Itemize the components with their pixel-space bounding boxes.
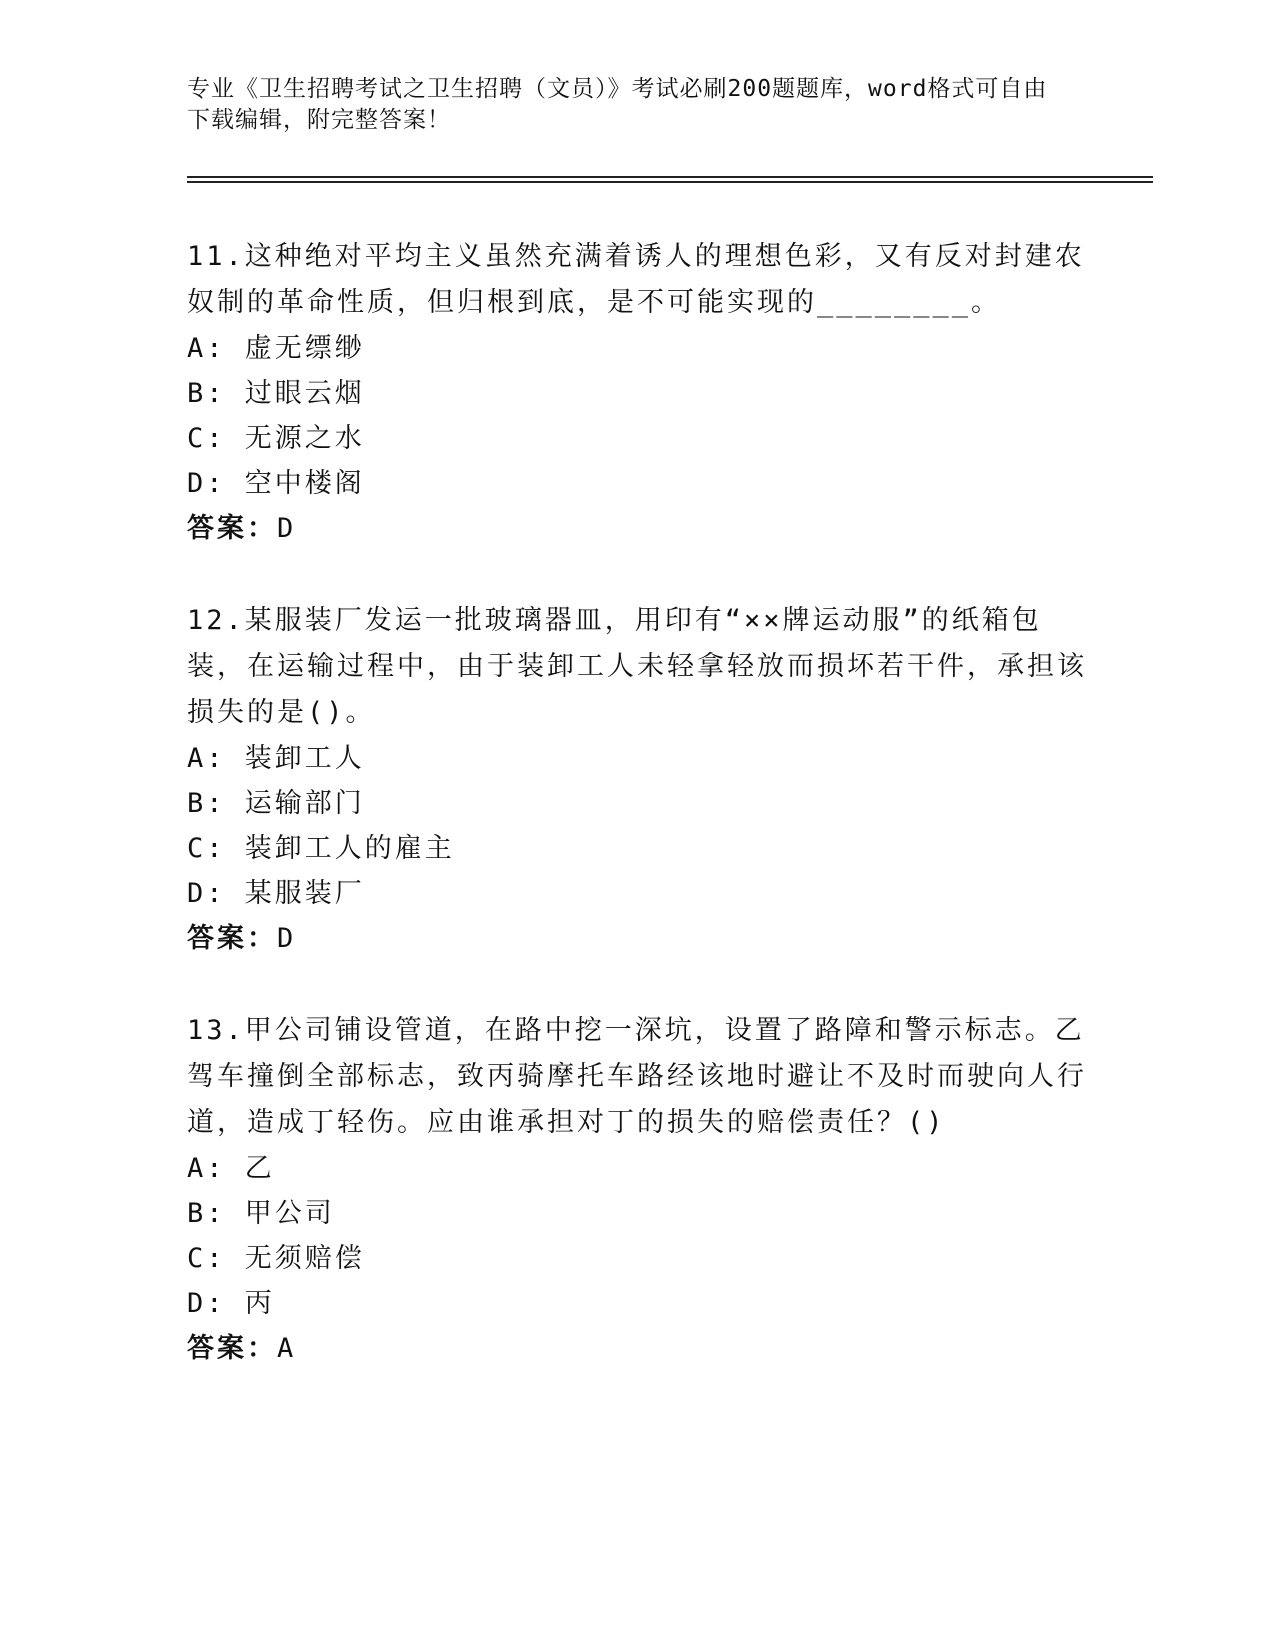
option-label: C: [187,1243,226,1274]
option-a [187,1146,1087,1191]
option-text: 装卸工人 [244,743,365,774]
option-b [187,781,1087,826]
option-label: B: [187,788,226,819]
option-b [187,1191,1087,1236]
option-c [187,1236,1087,1281]
option-text: 甲公司 [244,1198,335,1229]
option-text: 丙 [244,1288,275,1319]
answer-label: 答案： [187,1333,277,1364]
option-label: A: [187,333,226,364]
answer-line [187,1326,1087,1372]
option-label: D: [187,1288,226,1319]
option-label: D: [187,468,226,499]
document-header: 专业《卫生招聘考试之卫生招聘（文员）》考试必刷200题题库，word格式可自由下载编辑，附完整答案！ [187,76,1048,133]
option-a [187,736,1087,781]
option-text: 空中楼阁 [244,468,365,499]
answer-value: D [277,513,297,544]
option-label: B: [187,378,226,409]
question-13 [187,1008,1087,1372]
option-label: C: [187,423,226,454]
option-text: 虚无缥缈 [244,333,365,364]
option-text: 过眼云烟 [244,378,365,409]
option-text: 某服装厂 [244,878,365,909]
option-d [187,461,1087,506]
option-text: 无须赔偿 [244,1243,365,1274]
option-b [187,371,1087,416]
question-stem: 12.某服装厂发运一批玻璃器皿，用印有“××牌运动服”的纸箱包装，在运输过程中，由于装卸工人未轻拿轻放而损坏若干件，承担该损失的是()。 [187,605,1087,728]
answer-label: 答案： [187,923,277,954]
option-d [187,1281,1087,1326]
header-divider-bottom [187,181,1153,183]
answer-value: D [277,923,297,954]
header-divider-top [187,176,1153,178]
option-a [187,326,1087,371]
option-label: C: [187,833,226,864]
option-label: D: [187,878,226,909]
option-d [187,871,1087,916]
option-text: 运输部门 [244,788,365,819]
answer-line [187,506,1087,552]
option-text: 装卸工人的雇主 [244,833,455,864]
option-text: 无源之水 [244,423,365,454]
answer-value: A [277,1333,297,1364]
option-c [187,416,1087,461]
option-label: A: [187,743,226,774]
question-12 [187,598,1087,962]
answer-label: 答案： [187,513,277,544]
answer-line [187,916,1087,962]
option-label: B: [187,1198,226,1229]
question-stem: 13.甲公司铺设管道，在路中挖一深坑，设置了路障和警示标志。乙驾车撞倒全部标志，致丙骑摩托车路经该地时避让不及时而驶向人行道，造成丁轻伤。应由谁承担对丁的损失的赔偿责任？() [187,1015,1087,1138]
question-11 [187,234,1087,552]
option-text: 乙 [244,1153,275,1184]
option-label: A: [187,1153,226,1184]
option-c [187,826,1087,871]
question-stem: 11.这种绝对平均主义虽然充满着诱人的理想色彩，又有反对封建农奴制的革命性质，但归根到底，是不可能实现的________。 [187,241,1085,318]
